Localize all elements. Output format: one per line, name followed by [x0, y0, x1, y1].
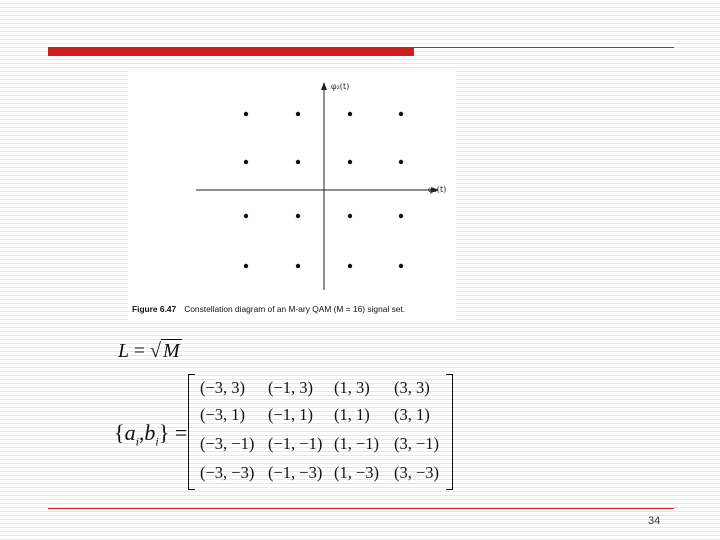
matrix-cell: (−1, 1) — [268, 405, 314, 424]
constellation-point — [296, 160, 300, 164]
constellation-point — [296, 112, 300, 116]
sqrt-symbol: √ — [150, 340, 162, 362]
figure-caption-text: Constellation diagram of an M-ary QAM (M = 16) signal set. — [184, 304, 406, 314]
title-accent-line — [414, 47, 674, 48]
symbol-b: b — [144, 420, 156, 445]
matrix-cell: (−1, 3) — [268, 378, 314, 397]
footer-line — [48, 508, 674, 509]
constellation-point — [244, 264, 248, 268]
constellation-point — [244, 214, 248, 218]
matrix-cell: (1, −3) — [334, 463, 380, 482]
subscript-i-a: i — [135, 434, 139, 449]
symbol-a: a — [124, 420, 136, 445]
matrix-cell: (3, 3) — [394, 378, 430, 397]
matrix-cell: (3, −3) — [394, 463, 440, 482]
constellation-point — [348, 160, 352, 164]
set-open-brace: { — [114, 420, 125, 445]
equation-set-lhs — [114, 420, 187, 449]
title-accent-bar — [48, 47, 414, 56]
equation-L-equals: = — [133, 340, 146, 362]
vertical-axis-arrow — [321, 82, 327, 90]
coordinate-matrix — [188, 374, 453, 490]
matrix-cell: (1, 3) — [334, 378, 370, 397]
matrix-left-bracket — [188, 374, 195, 490]
matrix-cell: (−3, 1) — [200, 405, 246, 424]
constellation-point — [348, 214, 352, 218]
constellation-point — [348, 264, 352, 268]
constellation-diagram — [128, 68, 456, 300]
constellation-point — [399, 112, 403, 116]
matrix-cell: (1, 1) — [334, 405, 370, 424]
constellation-point — [399, 214, 403, 218]
y-axis-label: φ₂(t) — [331, 82, 350, 91]
constellation-point — [244, 112, 248, 116]
set-equals: = — [174, 420, 188, 445]
constellation-point — [399, 160, 403, 164]
matrix-cell: (−1, −3) — [268, 463, 323, 482]
constellation-point — [296, 264, 300, 268]
subscript-i-b: i — [155, 434, 159, 449]
constellation-point — [296, 214, 300, 218]
figure-caption-number: Figure 6.47 — [132, 304, 177, 314]
matrix-cell: (−3, 3) — [200, 378, 246, 397]
matrix-cell: (3, 1) — [394, 405, 430, 424]
matrix-cell: (−1, −1) — [268, 434, 323, 453]
matrix-cell: (3, −1) — [394, 434, 440, 453]
matrix-cell: (−3, −3) — [200, 463, 255, 482]
constellation-point — [244, 160, 248, 164]
set-comma: , — [138, 420, 145, 445]
page-number: 34 — [648, 515, 661, 527]
x-axis-label: φ₁(t) — [428, 185, 447, 194]
equation-L-radicand: M — [163, 340, 180, 362]
constellation-point — [399, 264, 403, 268]
constellation-figure — [128, 68, 456, 322]
figure-caption — [132, 304, 405, 314]
matrix-right-bracket — [446, 374, 453, 490]
set-close-brace: } — [158, 420, 170, 445]
equation-L-lhs: L — [118, 340, 129, 362]
matrix-cell: (1, −1) — [334, 434, 380, 453]
matrix-cell: (−3, −1) — [200, 434, 255, 453]
equation-L — [118, 340, 182, 363]
constellation-point — [348, 112, 352, 116]
